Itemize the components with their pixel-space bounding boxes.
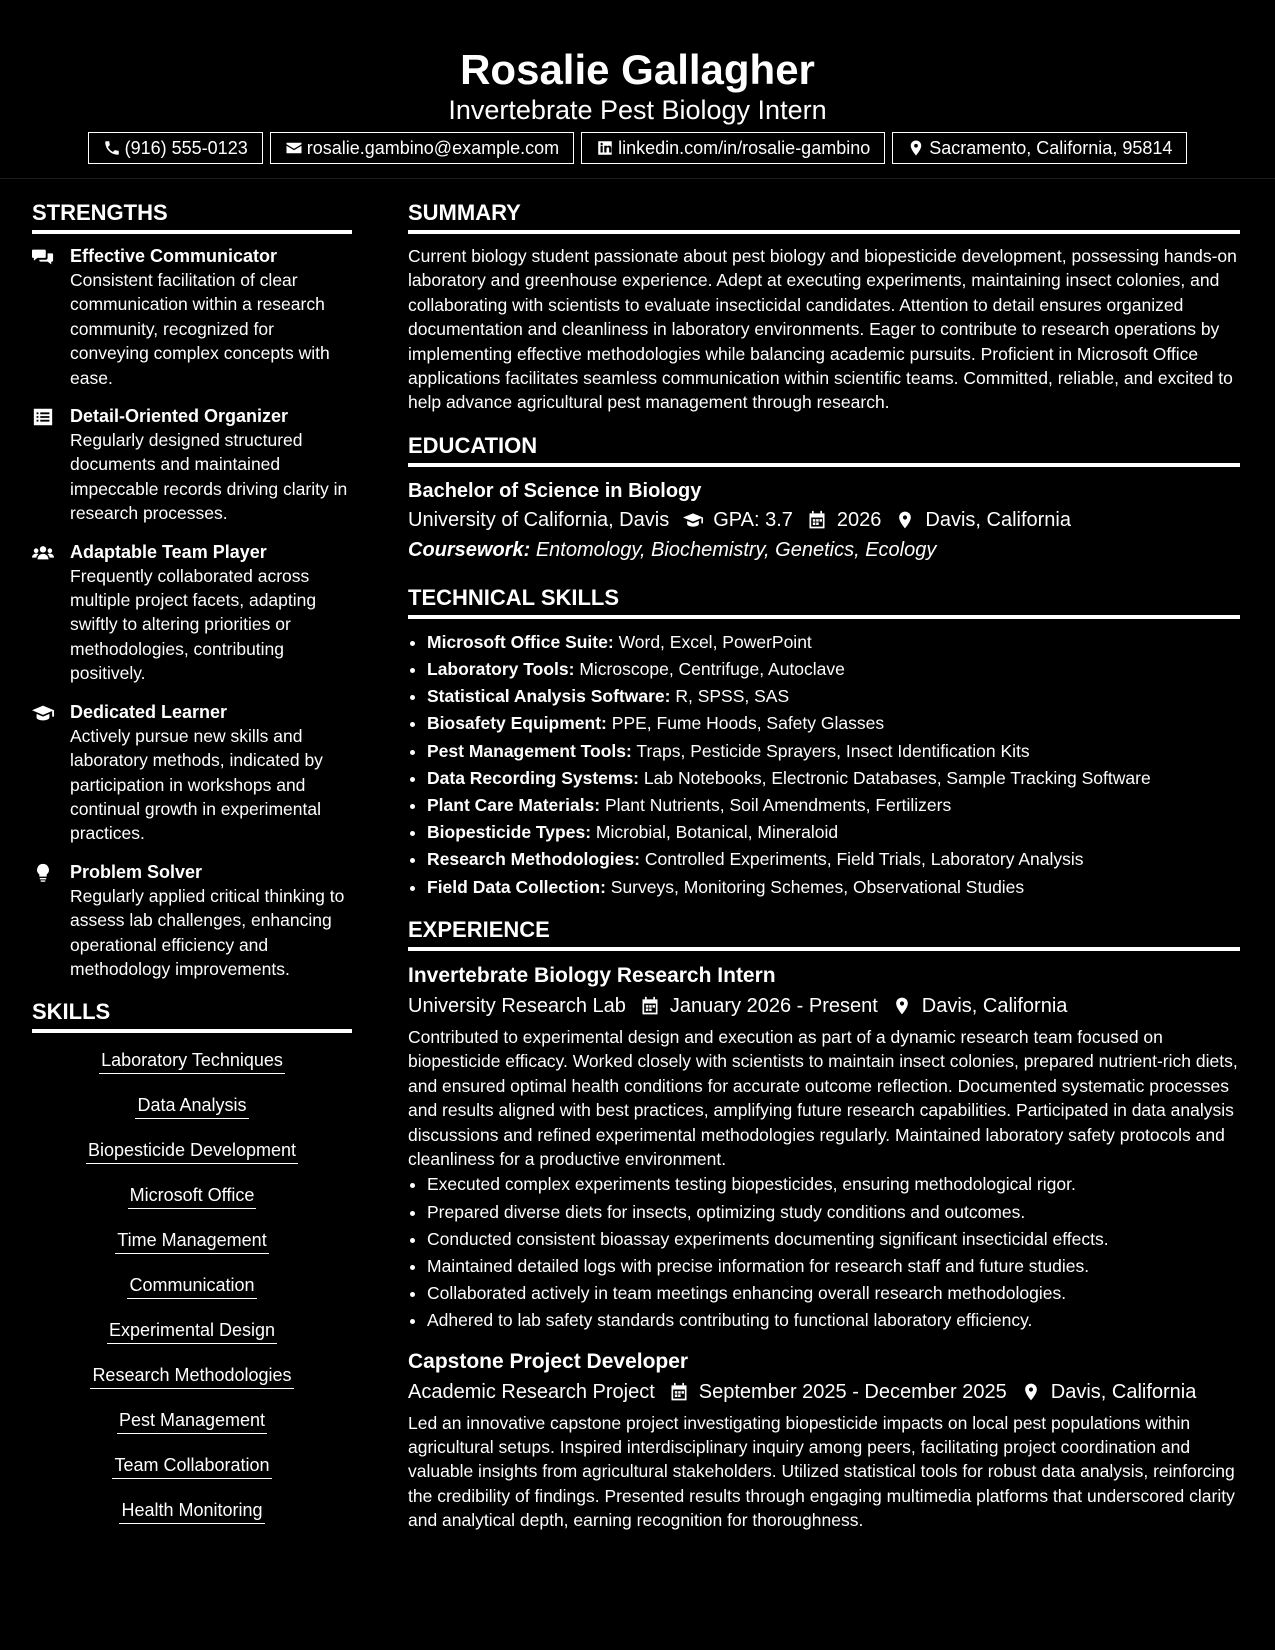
education-meta: [408, 505, 1240, 535]
calendar-icon: [669, 1382, 689, 1402]
contact-phone[interactable]: [88, 132, 263, 164]
experience-heading: EXPERIENCE: [408, 915, 1240, 951]
phone-icon: [103, 139, 121, 157]
list-item: • Conducted consistent bioassay experiments documenting significant insecticidal effects.: [427, 1226, 1240, 1253]
contact-email-text: rosalie.gambino@example.com: [306, 138, 560, 158]
technical-skills-list: [408, 629, 1240, 901]
list-item: • Adhered to lab safety standards contributing to functional laboratory efficiency.: [427, 1307, 1240, 1334]
education-heading: EDUCATION: [408, 431, 1240, 467]
coursework-label: Coursework:: [408, 538, 531, 561]
skill-tag: Data Analysis: [135, 1092, 248, 1119]
technical-skills-heading: TECHNICAL SKILLS: [408, 583, 1240, 619]
job-org: University Research Lab: [408, 994, 626, 1017]
strength-title: Effective Communicator: [70, 246, 278, 266]
job-bullets: [408, 1171, 1240, 1334]
left-column: [32, 198, 352, 1542]
job-dates: September 2025 - December 2025: [698, 1380, 1007, 1403]
skill-tag: Health Monitoring: [119, 1497, 264, 1524]
map-marker-icon: [1021, 1382, 1041, 1402]
job-location: Davis, California: [1050, 1380, 1197, 1403]
education-school: University of California, Davis: [408, 508, 670, 531]
list-item: • Biopesticide Types: Microbial, Botanical, Mineraloid: [427, 819, 1240, 846]
candidate-name: Rosalie Gallagher: [460, 46, 815, 93]
skill-tag: Biopesticide Development: [86, 1137, 298, 1164]
job-meta: [408, 991, 1240, 1021]
contact-linkedin-text: linkedin.com/in/rosalie-gambino: [618, 138, 871, 158]
strength-desc: Regularly designed structured documents and maintained impeccable records driving clarity in research processes.: [70, 430, 348, 524]
strength-title: Adaptable Team Player: [70, 541, 267, 562]
job-description: Contributed to experimental design and execution as part of a dynamic research team focused on biopesticide efficacy. Worked closely with scientists to maintain insect colonies, prepared nutrient-rich diets, and ensured optimal health conditions for accurate outcome reflection. Documented systematic processes and results aligned with best practices, amplifying future research capabilities. Participated in data analysis discussions and refined experimental methodologies regularly. Maintained laboratory safety protocols and cleanliness for a productive environment.: [408, 1026, 1238, 1169]
list-item: • Pest Management Tools: Traps, Pesticide Sprayers, Insect Identification Kits: [427, 738, 1240, 765]
strength-item: [32, 540, 352, 686]
list-item: • Prepared diverse diets for insects, optimizing study conditions and outcomes.: [427, 1199, 1240, 1226]
strength-item: [32, 244, 352, 390]
calendar-icon: [640, 996, 660, 1016]
experience-entry: [408, 1347, 1240, 1533]
graduation-cap-icon: [683, 510, 703, 530]
education-coursework: [408, 535, 1240, 565]
skill-tag: Pest Management: [117, 1407, 267, 1434]
strength-desc: Actively pursue new skills and laboratory methods, indicated by participation in workshops and continual growth in experimental practices.: [70, 725, 323, 844]
list-item: • Biosafety Equipment: PPE, Fume Hoods, Safety Glasses: [427, 710, 1240, 737]
map-marker-icon: [907, 139, 925, 157]
list-item: • Executed complex experiments testing biopesticides, ensuring methodological rigor.: [427, 1171, 1240, 1198]
lightbulb-icon: [32, 863, 54, 883]
contact-location-text: Sacramento, California, 95814: [929, 138, 1173, 158]
list-item: • Laboratory Tools: Microscope, Centrifuge, Autoclave: [427, 656, 1240, 683]
skill-tag: Communication: [127, 1272, 256, 1299]
job-dates: January 2026 - Present: [669, 994, 878, 1017]
contact-linkedin[interactable]: [581, 132, 885, 164]
calendar-icon: [807, 510, 827, 530]
skill-tag: Research Methodologies: [90, 1362, 293, 1389]
skills-list: [32, 1047, 352, 1542]
strength-desc: Frequently collaborated across multiple project facets, adapting swiftly to altering priorities or methodologies, contributing positively.: [70, 565, 317, 684]
job-title: Invertebrate Biology Research Intern: [408, 963, 776, 987]
job-description: Led an innovative capstone project investigating biopesticide impacts on local pest populations within agricultural setups. Inspired interdisciplinary inquiry among peers, facilitating project coordination and valuable insights from agricultural stakeholders. Utilized statistical tools for robust data analysis, reinforcing the credibility of findings. Presented results through engaging multimedia platforms that underscored clarity and analytical depth, earning recognition for thoroughness.: [408, 1412, 1235, 1531]
contact-email[interactable]: [270, 132, 574, 164]
strength-title: Detail-Oriented Organizer: [70, 406, 289, 427]
list-item: • Maintained detailed logs with precise information for research staff and future studies.: [427, 1253, 1240, 1280]
education-location: Davis, California: [925, 508, 1071, 531]
candidate-title: Invertebrate Pest Biology Intern: [448, 95, 827, 125]
list-item: • Data Recording Systems: Lab Notebooks, Electronic Databases, Sample Tracking Software: [427, 765, 1240, 792]
skill-tag: Time Management: [115, 1227, 268, 1254]
contact-location[interactable]: [892, 132, 1187, 164]
list-item: • Microsoft Office Suite: Word, Excel, PowerPoint: [427, 629, 1240, 656]
strength-item: [32, 404, 352, 526]
list-alt-icon: [32, 407, 54, 427]
list-item: • Research Methodologies: Controlled Experiments, Field Trials, Laboratory Analysis: [427, 846, 1240, 873]
right-column: [408, 198, 1240, 1533]
linkedin-icon: [596, 139, 614, 157]
job-title: Capstone Project Developer: [408, 1349, 689, 1373]
list-item: • Plant Care Materials: Plant Nutrients, Soil Amendments, Fertilizers: [427, 792, 1240, 819]
contact-phone-text: (916) 555-0123: [124, 138, 248, 158]
summary-heading: SUMMARY: [408, 198, 1240, 234]
strength-desc: Regularly applied critical thinking to assess lab challenges, enhancing operational efficiency and methodology improvements.: [70, 885, 345, 979]
envelope-icon: [285, 139, 303, 157]
users-icon: [32, 543, 54, 563]
strength-desc: Consistent facilitation of clear communication within a research community, recognized for conveying complex concepts with ease.: [70, 270, 330, 388]
coursework-value: Entomology, Biochemistry, Genetics, Ecology: [535, 538, 937, 561]
strengths-heading: STRENGTHS: [32, 198, 352, 234]
job-location: Davis, California: [921, 994, 1068, 1017]
education-degree: Bachelor of Science in Biology: [408, 479, 702, 502]
skills-heading: SKILLS: [32, 997, 352, 1033]
resume-header: [0, 0, 1275, 179]
education-gpa: GPA: 3.7: [713, 508, 793, 531]
skill-tag: Experimental Design: [107, 1317, 277, 1344]
job-org: Academic Research Project: [408, 1380, 655, 1403]
education-year: 2026: [836, 508, 882, 531]
skill-tag: Microsoft Office: [128, 1182, 257, 1209]
map-marker-icon: [892, 996, 912, 1016]
strength-item: [32, 860, 352, 982]
experience-entry: [408, 961, 1240, 1335]
strength-title: Dedicated Learner: [70, 701, 228, 722]
list-item: • Field Data Collection: Surveys, Monitoring Schemes, Observational Studies: [427, 874, 1240, 901]
map-marker-icon: [895, 510, 915, 530]
list-item: • Statistical Analysis Software: R, SPSS, SAS: [427, 683, 1240, 710]
skill-tag: Laboratory Techniques: [99, 1047, 285, 1074]
comments-icon: [32, 247, 54, 267]
summary-text: Current biology student passionate about pest biology and biopesticide development, possessing hands-on laboratory and greenhouse experience. Adept at executing experiments, maintaining insect colonies, and collaborating with scientists to evaluate insecticidal candidates. Attention to detail ensures organized documentation and cleanliness in laboratory environments. Eager to contribute to research operations by implementing effective methodologies while balancing academic pursuits. Proficient in Microsoft Office applications facilitates seamless communication within scientific teams. Committed, reliable, and excited to help advance agricultural pest management through research.: [408, 246, 1237, 413]
strength-title: Problem Solver: [70, 861, 203, 882]
skill-tag: Team Collaboration: [112, 1452, 271, 1479]
job-meta: [408, 1377, 1240, 1407]
list-item: • Collaborated actively in team meetings enhancing overall research methodologies.: [427, 1280, 1240, 1307]
strength-item: [32, 700, 352, 846]
graduation-cap-icon: [32, 703, 54, 723]
contact-bar: [0, 132, 1275, 164]
